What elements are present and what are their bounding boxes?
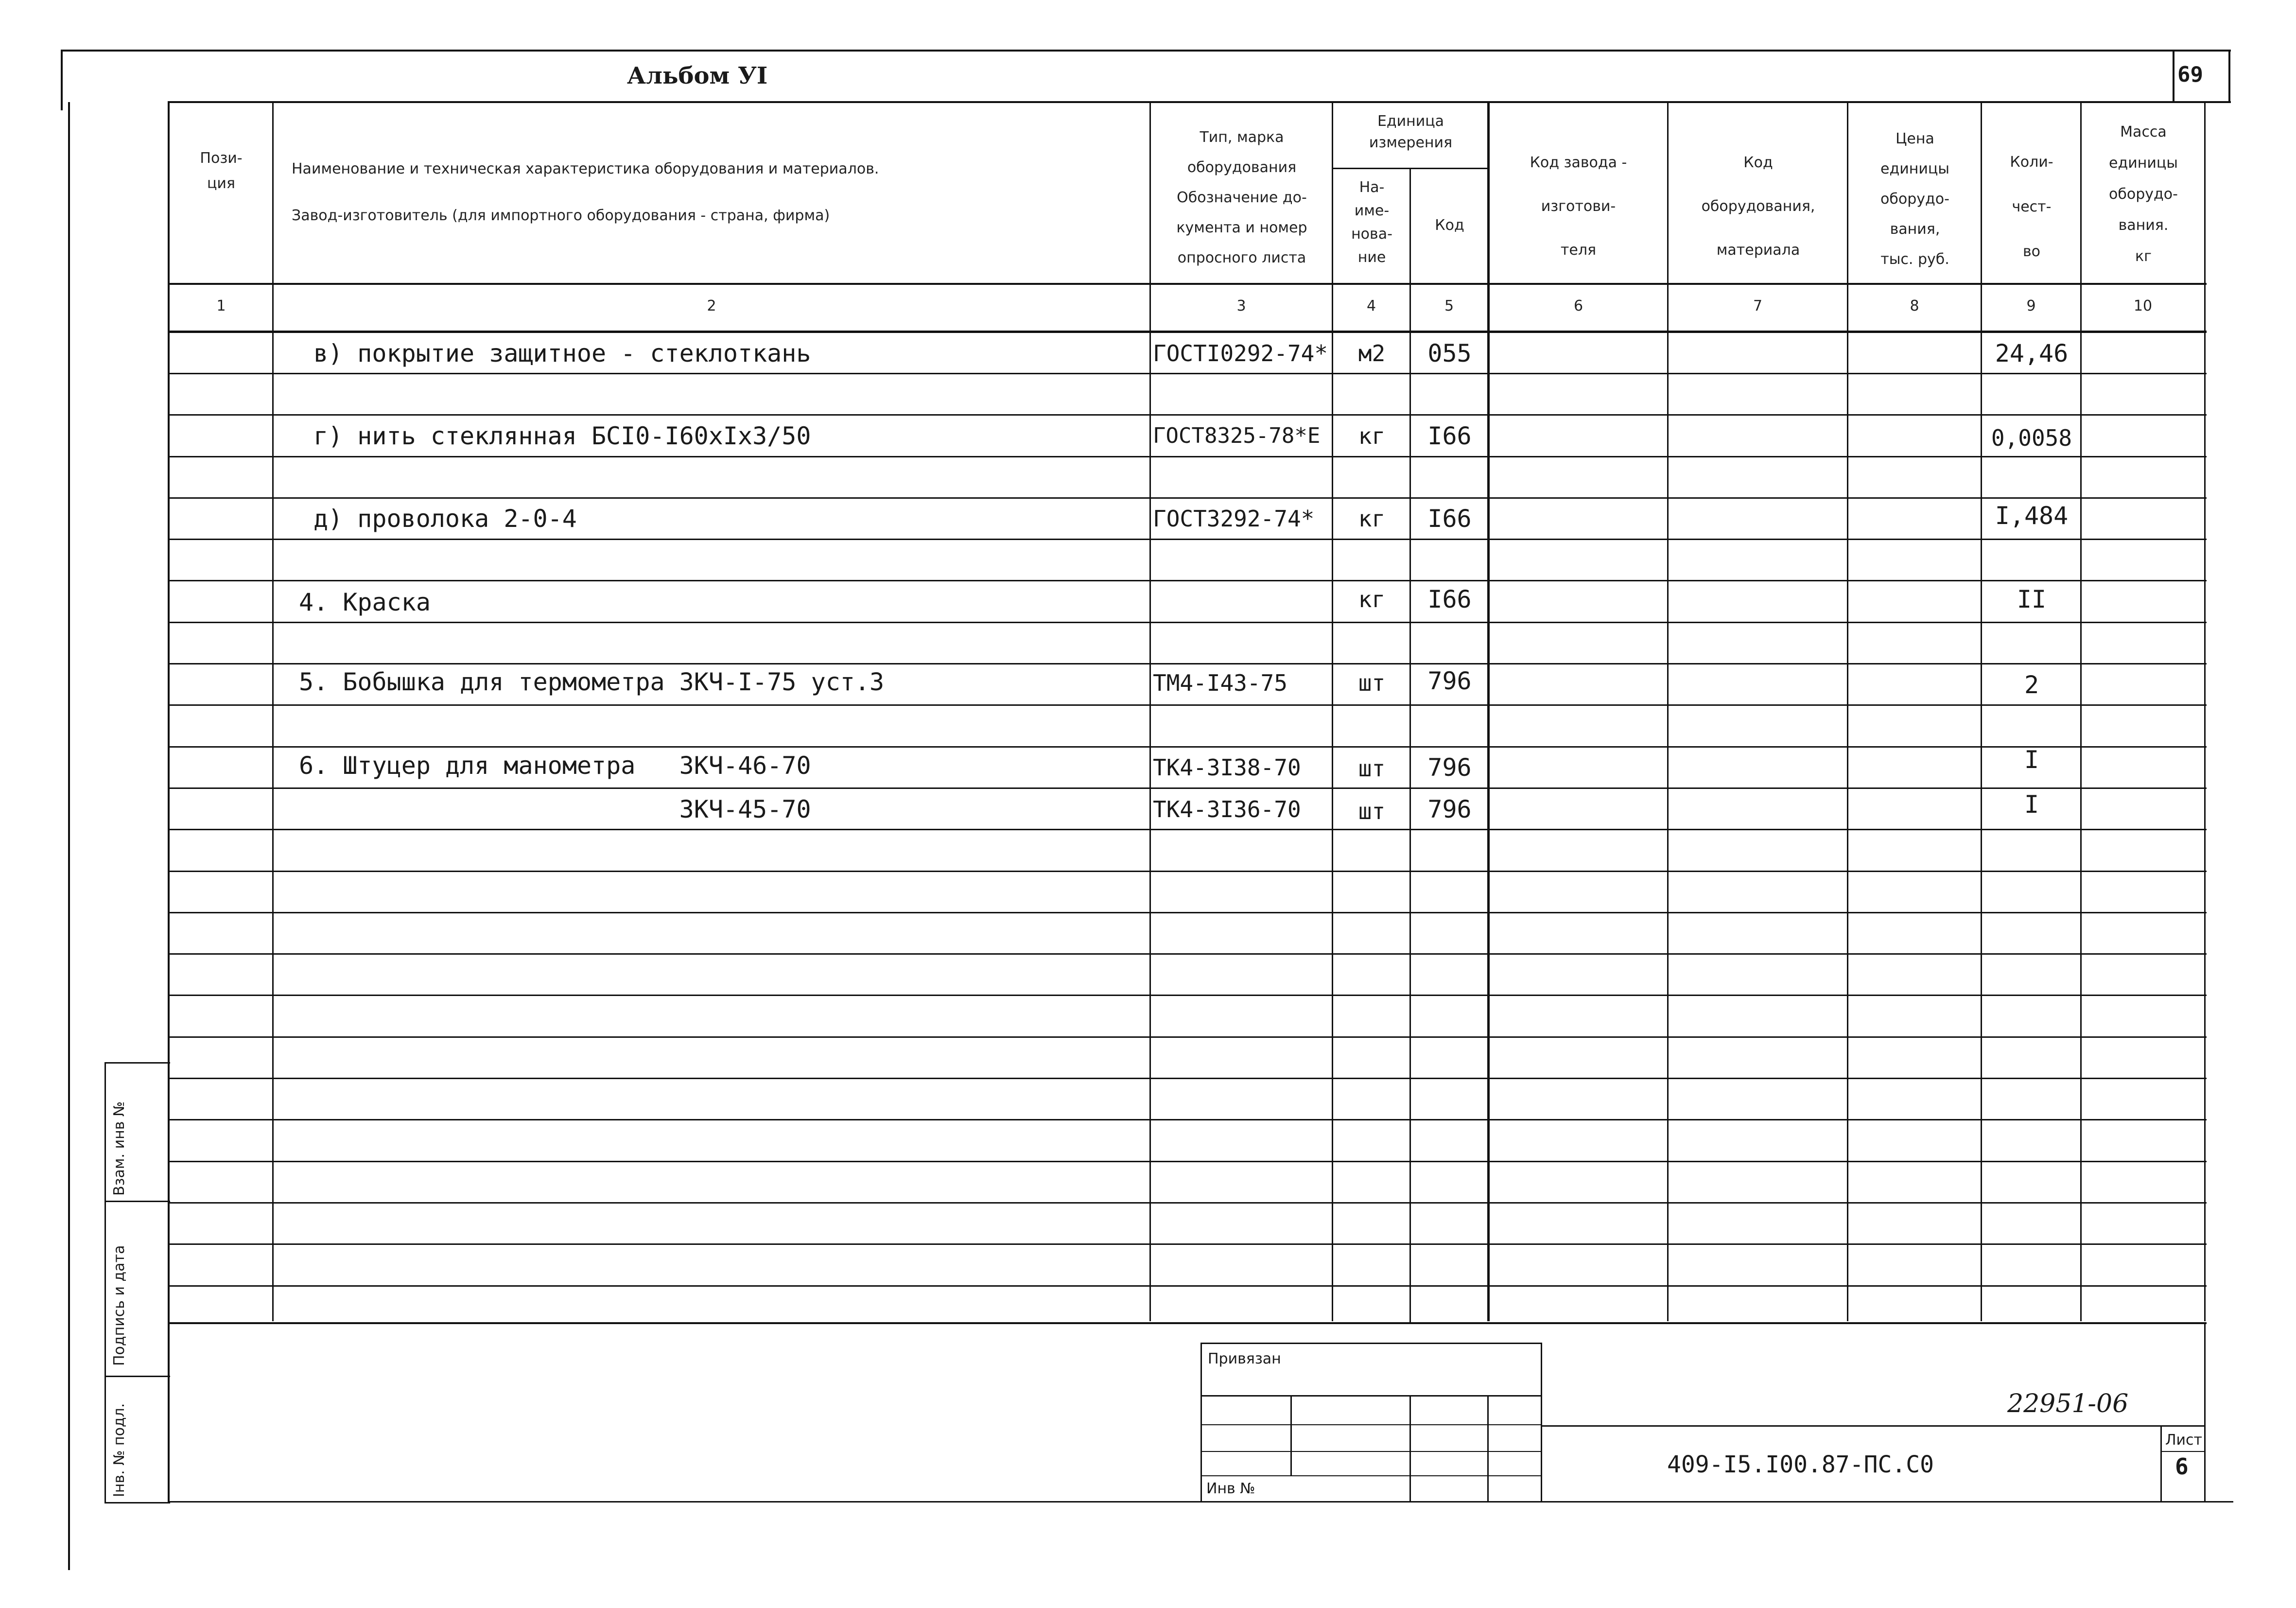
side-sign-date: Подпись и дата bbox=[111, 1245, 128, 1366]
stamp-inv-label: Инв № bbox=[1206, 1480, 1255, 1497]
row-12-code: 796 bbox=[1427, 795, 1472, 823]
page-number: 69 bbox=[2177, 62, 2203, 87]
header-unit-group: Единица измерения bbox=[1369, 113, 1453, 151]
row-rule bbox=[168, 1036, 2207, 1038]
col-number-1: 1 bbox=[216, 297, 226, 315]
row-11-unit: шт bbox=[1358, 755, 1386, 782]
row-9-unit: шт bbox=[1358, 670, 1386, 696]
row-12-qty: I bbox=[2024, 790, 2039, 819]
row-11-name: 6. Штуцер для манометра ЗКЧ-46-70 bbox=[299, 752, 811, 780]
side-inv-replacement: Взам. инв № bbox=[111, 1101, 128, 1196]
row-11-code: 796 bbox=[1427, 753, 1472, 782]
row-12-name: ЗКЧ-45-70 bbox=[299, 795, 811, 823]
row-7-name: 4. Краска bbox=[299, 588, 431, 616]
row-3-type: ГОСТ8325-78*Е bbox=[1153, 423, 1321, 448]
col-number-4: 4 bbox=[1366, 297, 1376, 315]
row-1-name: в) покрытие защитное - стеклоткань bbox=[313, 339, 811, 367]
row-1-unit: м2 bbox=[1358, 340, 1386, 367]
header-unit-name: На- име- нова- ние bbox=[1351, 179, 1392, 266]
stamp-bound-label: Привязан bbox=[1208, 1350, 1281, 1367]
sheet-number: 6 bbox=[2175, 1453, 2189, 1480]
header-equip-code: Код оборудования, материала bbox=[1701, 154, 1815, 259]
row-1-qty: 24,46 bbox=[1995, 339, 2069, 367]
col-number-7: 7 bbox=[1753, 297, 1763, 315]
col-number-5: 5 bbox=[1444, 297, 1454, 315]
row-1-code: 055 bbox=[1427, 339, 1472, 367]
handwritten-number: 22951-06 bbox=[2007, 1389, 2129, 1418]
row-11-qty: I bbox=[2024, 746, 2039, 774]
header-plant-code: Код завода - изготови- теля bbox=[1530, 154, 1627, 259]
row-7-qty: II bbox=[2017, 585, 2047, 613]
col-number-10: 10 bbox=[2133, 297, 2153, 315]
row-9-name: 5. Бобышка для термометра ЗКЧ-I-75 уст.3 bbox=[299, 668, 885, 696]
row-3-name: г) нить стеклянная БСI0-I60хIх3/50 bbox=[313, 422, 811, 450]
row-rule bbox=[168, 871, 2207, 872]
row-5-unit: кг bbox=[1358, 506, 1386, 532]
header-name: Наименование и техническая характеристика оборудования и материалов. Завод-изготовитель (для импортного оборудования - страна, фирма) bbox=[292, 160, 879, 224]
header-position: Пози- ция bbox=[200, 150, 243, 192]
header-qty: Коли- чест- во bbox=[2010, 154, 2053, 260]
side-inv-original: Інв. № подл. bbox=[111, 1403, 128, 1497]
album-title: Альбом УI bbox=[627, 62, 768, 89]
row-7-code: I66 bbox=[1427, 585, 1472, 613]
row-rule bbox=[168, 1202, 2207, 1204]
document-code: 409-I5.I00.87-ПС.С0 bbox=[1667, 1451, 1934, 1478]
col-number-9: 9 bbox=[2026, 297, 2036, 315]
row-3-unit: кг bbox=[1358, 423, 1386, 449]
row-5-qty: I,484 bbox=[1995, 502, 2069, 530]
row-1-type: ГОСТI0292-74* bbox=[1153, 340, 1328, 367]
row-rule bbox=[168, 953, 2207, 955]
row-rule bbox=[168, 1243, 2207, 1245]
row-9-code: 796 bbox=[1427, 667, 1472, 695]
row-11-type: ТК4-3I38-70 bbox=[1153, 754, 1301, 781]
row-rule bbox=[168, 995, 2207, 996]
row-12-type: ТК4-3I36-70 bbox=[1153, 796, 1301, 822]
col-number-2: 2 bbox=[707, 297, 716, 315]
header-unit-code: Код bbox=[1435, 217, 1464, 234]
row-9-type: ТМ4-I43-75 bbox=[1153, 670, 1287, 696]
row-rule bbox=[168, 1119, 2207, 1120]
row-7-unit: кг bbox=[1358, 586, 1386, 612]
row-3-qty: 0,0058 bbox=[1991, 425, 2072, 451]
row-rule bbox=[168, 1161, 2207, 1162]
row-12-unit: шт bbox=[1358, 798, 1386, 824]
header-mass: Масса единицы оборудо- вания. кг bbox=[2109, 123, 2178, 265]
row-5-code: I66 bbox=[1427, 505, 1472, 533]
row-rule bbox=[168, 580, 2207, 581]
row-5-name: д) проволока 2-0-4 bbox=[313, 505, 577, 533]
header-type: Тип, марка оборудования Обозначение до- кумента и номер опросного листа bbox=[1176, 129, 1307, 266]
row-rule bbox=[168, 1285, 2207, 1287]
sheet-label: Лист bbox=[2165, 1432, 2203, 1449]
row-rule bbox=[168, 622, 2207, 623]
row-9-qty: 2 bbox=[2024, 671, 2039, 699]
col-number-6: 6 bbox=[1573, 297, 1583, 315]
header-price: Цена единицы оборудо- вания, тыс. руб. bbox=[1880, 130, 1949, 268]
col-number-3: 3 bbox=[1236, 297, 1246, 315]
row-rule bbox=[168, 1078, 2207, 1079]
row-5-type: ГОСТ3292-74* bbox=[1153, 506, 1315, 532]
row-rule bbox=[168, 912, 2207, 913]
col-number-8: 8 bbox=[1910, 297, 1919, 315]
row-3-code: I66 bbox=[1427, 422, 1472, 450]
row-rule bbox=[168, 704, 2207, 706]
